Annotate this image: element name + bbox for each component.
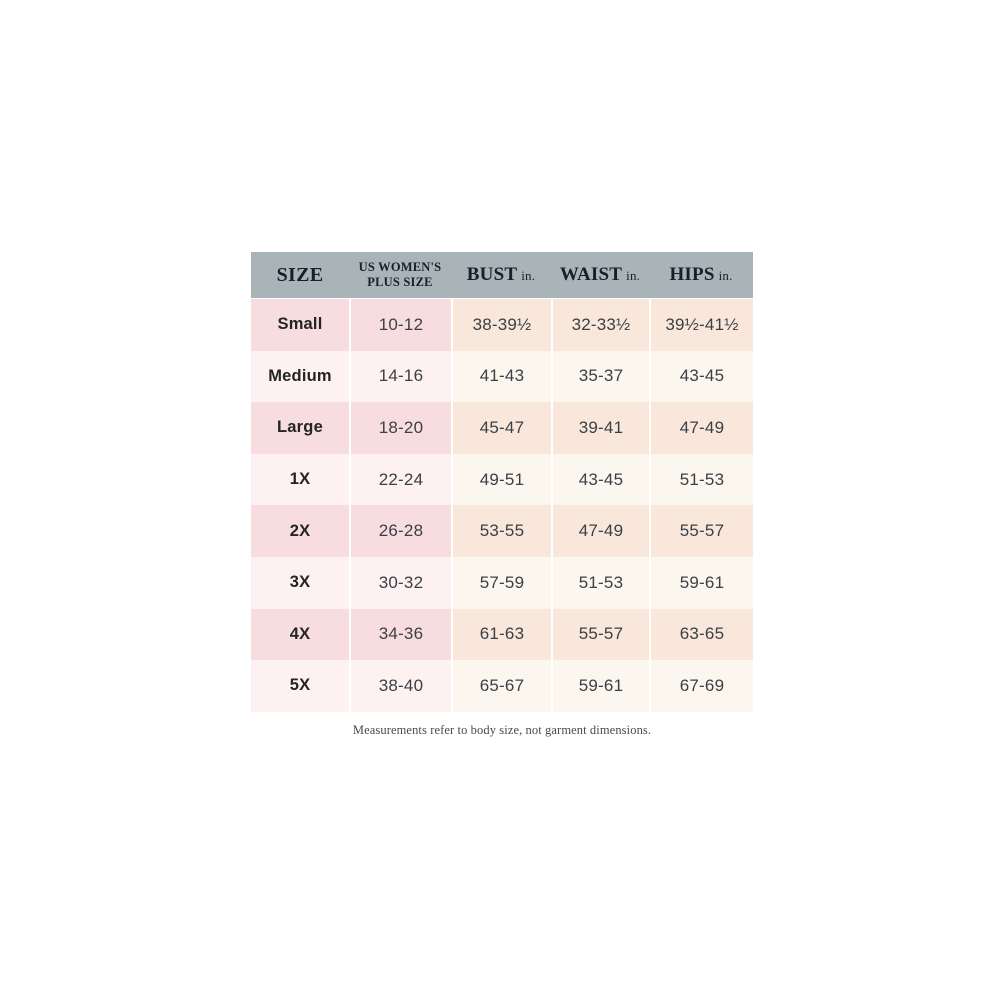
hips-cell: 51-53 bbox=[649, 454, 753, 506]
bust-cell: 61-63 bbox=[451, 609, 551, 661]
plus-size-cell: 38-40 bbox=[349, 660, 451, 712]
plus-size-cell: 14-16 bbox=[349, 351, 451, 403]
plus-size-cell: 10-12 bbox=[349, 299, 451, 351]
column-header-label-line2: PLUS SIZE bbox=[367, 275, 433, 289]
bust-cell: 65-67 bbox=[451, 660, 551, 712]
table-row-large bbox=[251, 402, 753, 454]
column-header-waist bbox=[551, 252, 649, 298]
size-cell: 2X bbox=[251, 505, 349, 557]
column-header-unit: in. bbox=[521, 268, 536, 283]
bust-cell: 38-39½ bbox=[451, 299, 551, 351]
hips-cell: 59-61 bbox=[649, 557, 753, 609]
hips-cell: 39½-41½ bbox=[649, 299, 753, 351]
column-header-label: BUST bbox=[466, 264, 518, 285]
waist-cell: 55-57 bbox=[551, 609, 649, 661]
size-cell: 5X bbox=[251, 660, 349, 712]
bust-cell: 41-43 bbox=[451, 351, 551, 403]
waist-cell: 32-33½ bbox=[551, 299, 649, 351]
plus-size-cell: 30-32 bbox=[349, 557, 451, 609]
size-cell: 4X bbox=[251, 609, 349, 661]
hips-cell: 55-57 bbox=[649, 505, 753, 557]
bust-cell: 45-47 bbox=[451, 402, 551, 454]
column-header-unit: in. bbox=[718, 268, 733, 283]
plus-size-cell: 18-20 bbox=[349, 402, 451, 454]
plus-size-cell: 34-36 bbox=[349, 609, 451, 661]
waist-cell: 47-49 bbox=[551, 505, 649, 557]
column-header-label: WAIST bbox=[559, 264, 623, 285]
column-header-label-line1: US WOMEN'S bbox=[358, 260, 442, 274]
table-header-row bbox=[251, 252, 753, 299]
size-cell: Large bbox=[251, 402, 349, 454]
waist-cell: 43-45 bbox=[551, 454, 649, 506]
waist-cell: 35-37 bbox=[551, 351, 649, 403]
column-header-size bbox=[251, 252, 349, 298]
hips-cell: 63-65 bbox=[649, 609, 753, 661]
waist-cell: 51-53 bbox=[551, 557, 649, 609]
size-cell: 1X bbox=[251, 454, 349, 506]
table-row-3x bbox=[251, 557, 753, 609]
table-row-medium bbox=[251, 351, 753, 403]
table-row-4x bbox=[251, 609, 753, 661]
size-cell: Medium bbox=[251, 351, 349, 403]
waist-cell: 39-41 bbox=[551, 402, 649, 454]
column-header-us-womens-plus-size bbox=[349, 252, 451, 298]
column-header-hips bbox=[649, 252, 753, 298]
hips-cell: 47-49 bbox=[649, 402, 753, 454]
table-row-5x bbox=[251, 660, 753, 712]
table-row-small bbox=[251, 299, 753, 351]
bust-cell: 57-59 bbox=[451, 557, 551, 609]
bust-cell: 53-55 bbox=[451, 505, 551, 557]
hips-cell: 43-45 bbox=[649, 351, 753, 403]
plus-size-cell: 22-24 bbox=[349, 454, 451, 506]
hips-cell: 67-69 bbox=[649, 660, 753, 712]
measurement-footnote: Measurements refer to body size, not garment dimensions. bbox=[352, 723, 652, 737]
size-chart bbox=[251, 252, 753, 712]
size-cell: Small bbox=[251, 299, 349, 351]
bust-cell: 49-51 bbox=[451, 454, 551, 506]
column-header-label: HIPS bbox=[669, 264, 715, 285]
table-row-2x bbox=[251, 505, 753, 557]
size-cell: 3X bbox=[251, 557, 349, 609]
plus-size-cell: 26-28 bbox=[349, 505, 451, 557]
table-row-1x bbox=[251, 454, 753, 506]
column-header-label: SIZE bbox=[276, 263, 324, 286]
waist-cell: 59-61 bbox=[551, 660, 649, 712]
column-header-bust bbox=[451, 252, 551, 298]
column-header-unit: in. bbox=[626, 268, 641, 283]
